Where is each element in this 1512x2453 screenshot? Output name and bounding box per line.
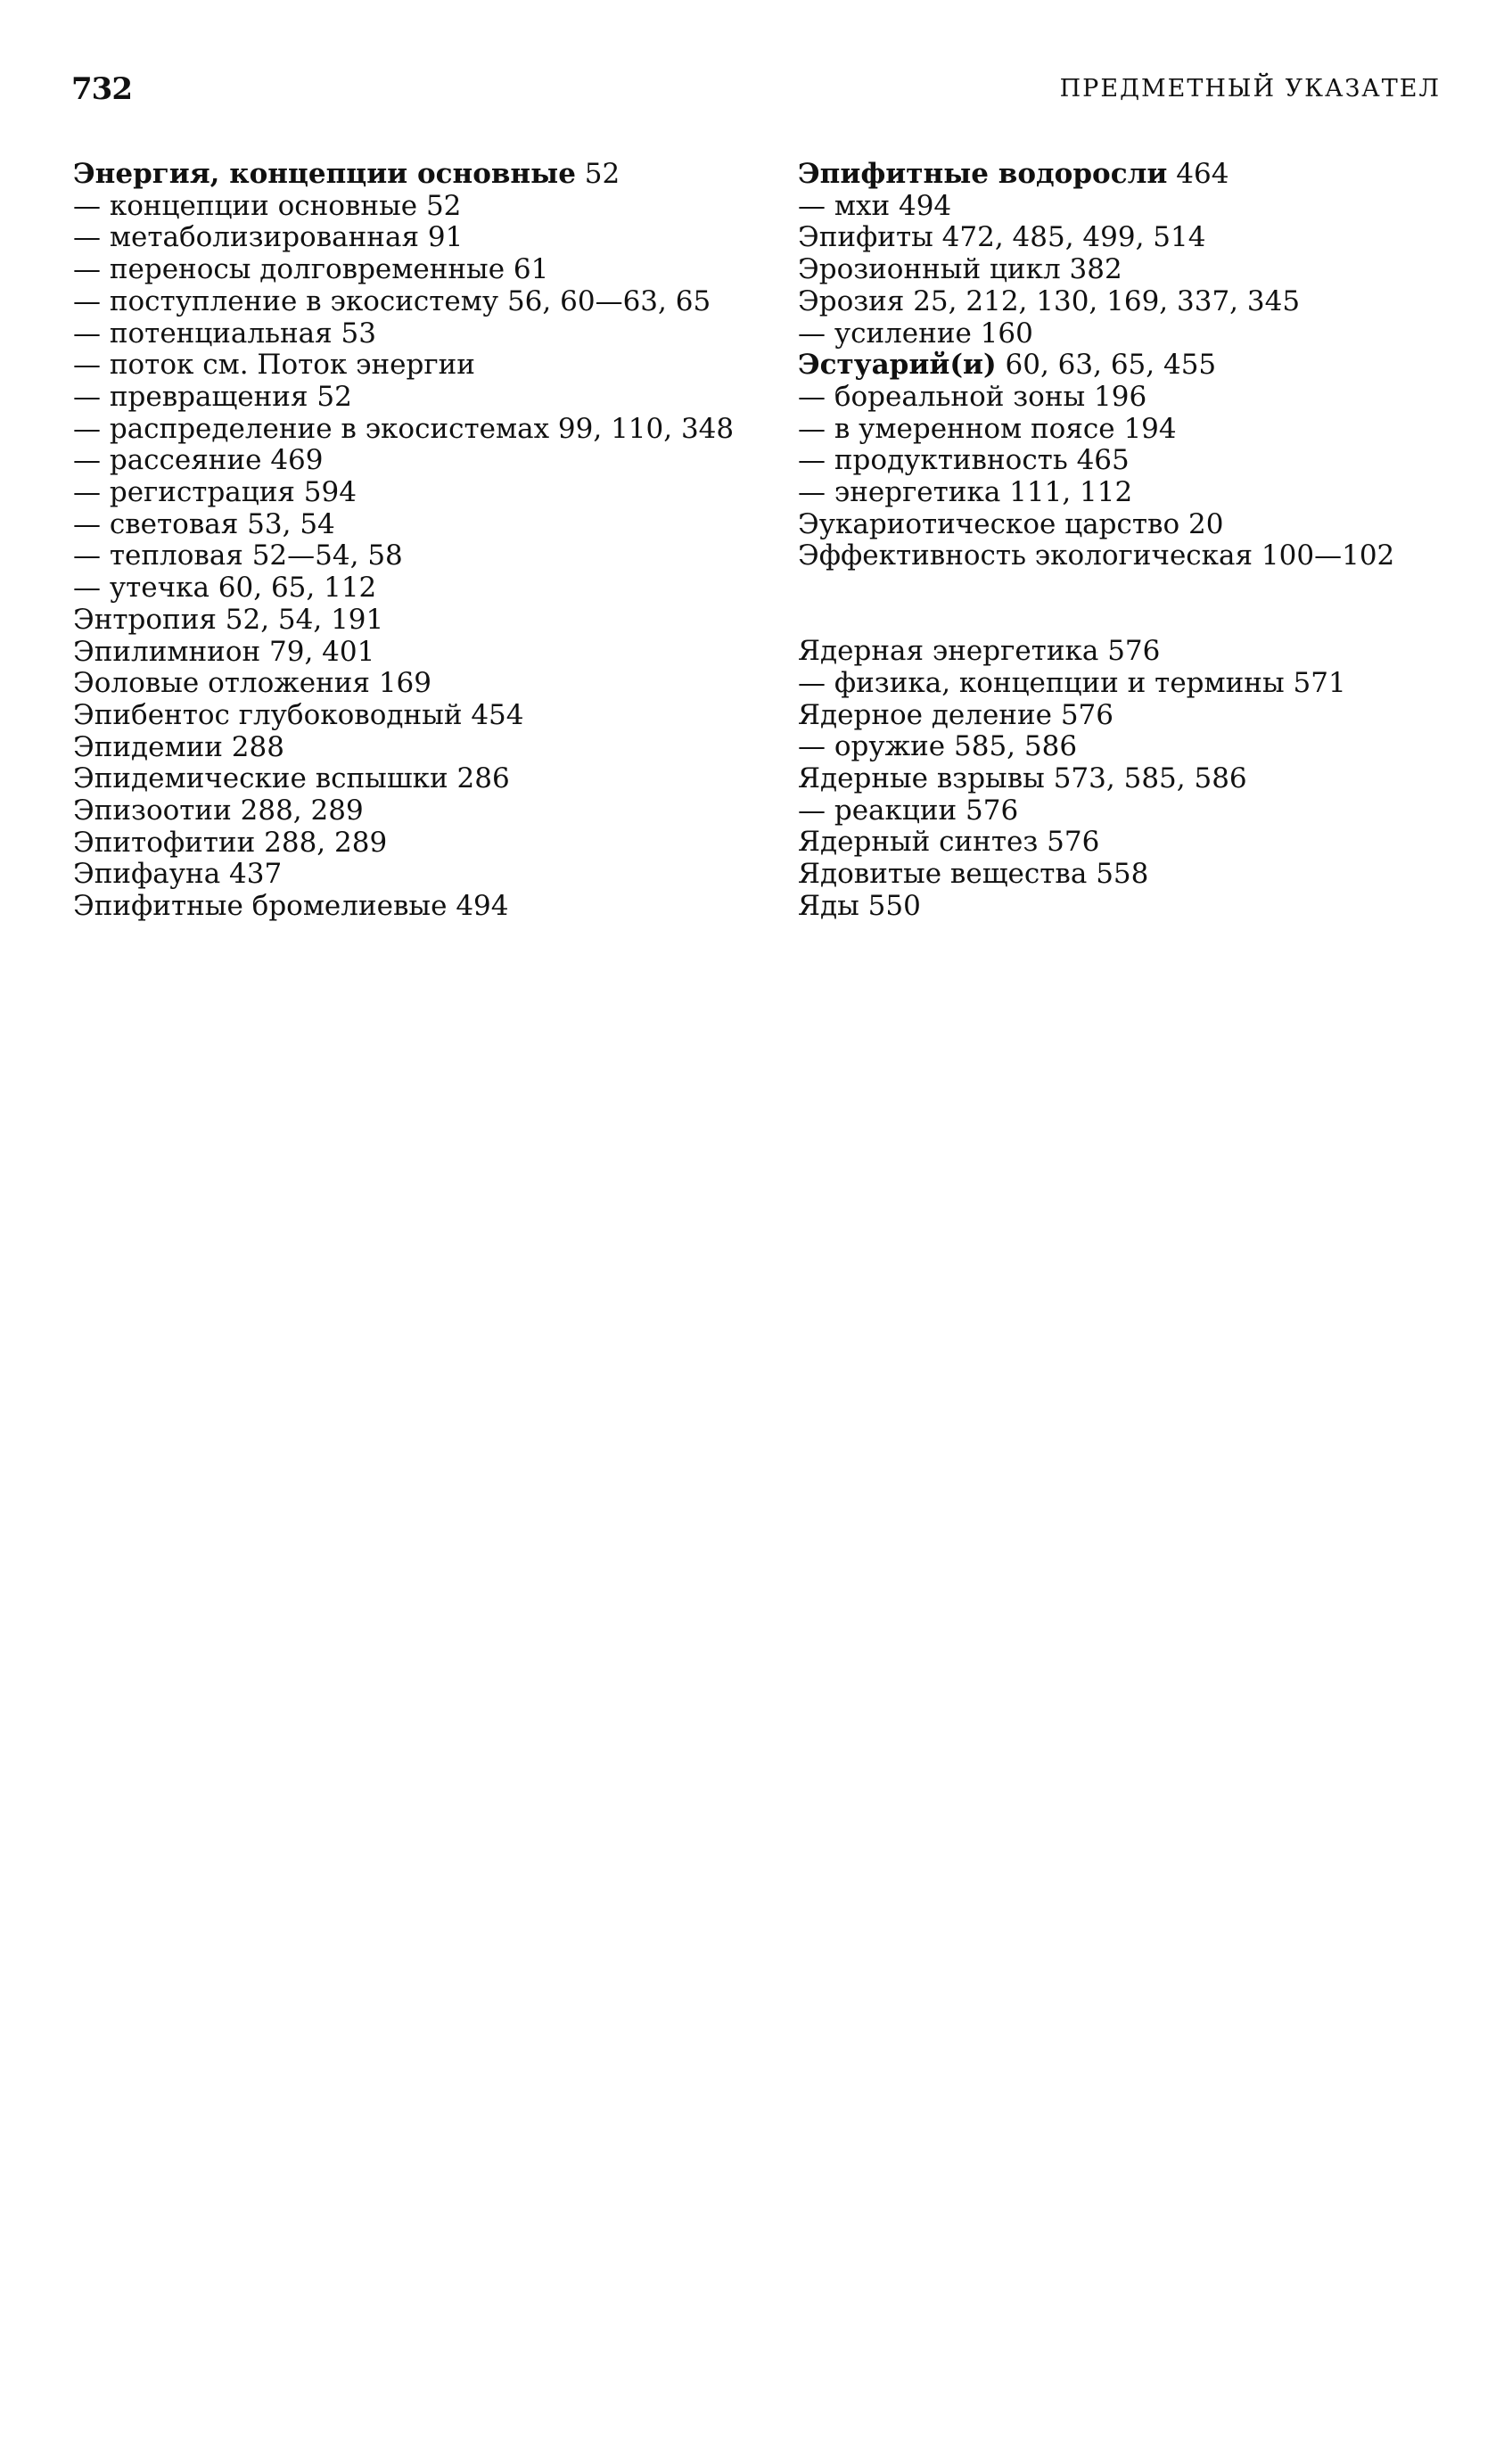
index-entry	[73, 572, 786, 605]
index-term: Эпизоотии	[73, 794, 232, 827]
page-refs: 594	[294, 476, 357, 509]
page-refs: 464	[1167, 158, 1229, 190]
index-term: Эпибентос глубоководный	[73, 698, 463, 731]
index-entry	[73, 191, 786, 223]
page-refs: 576	[1051, 698, 1114, 731]
index-term: — потенциальная	[73, 317, 333, 350]
index-entry	[798, 763, 1511, 795]
index-section-ya	[798, 636, 1511, 922]
index-entry	[798, 891, 1511, 923]
page-refs: 194	[1114, 412, 1177, 445]
index-entry	[798, 445, 1511, 477]
index-entry	[798, 731, 1511, 763]
page-refs: 79, 401	[260, 635, 375, 668]
index-entry	[73, 159, 786, 191]
index-term: — переносы долговременные	[73, 253, 505, 286]
page-refs: 56, 60—63, 65	[498, 284, 711, 317]
index-entry	[73, 286, 786, 318]
index-entry	[798, 700, 1511, 732]
page-refs: 20	[1179, 507, 1224, 540]
index-entry	[798, 318, 1511, 350]
index-term: Эрозионный цикл	[798, 253, 1061, 286]
index-term: Эпидемии	[73, 730, 223, 763]
page-refs: 196	[1085, 380, 1147, 413]
page-refs: 99, 110, 348	[549, 412, 735, 445]
index-term: Эпифитные бромелиевые	[73, 890, 448, 923]
index-term: Ядерный синтез	[798, 826, 1039, 859]
index-term: — усиление	[798, 317, 972, 350]
index-term: — мхи	[798, 189, 891, 222]
index-term: — рассеяние	[73, 444, 262, 477]
index-term: — продуктивность	[798, 444, 1068, 477]
index-entry	[73, 763, 786, 795]
index-entry	[73, 827, 786, 860]
page-refs: 53	[332, 317, 376, 350]
index-term: Ядовитые вещества	[798, 858, 1088, 891]
index-section-e	[798, 159, 1511, 572]
index-term: — распределение в экосистемах	[73, 412, 550, 445]
index-entry	[73, 414, 786, 446]
page-refs: 111, 112	[1000, 476, 1133, 509]
index-column-right	[798, 159, 1511, 922]
page-refs: 52—54, 58	[242, 539, 403, 572]
index-entry	[798, 191, 1511, 223]
index-term: — поступление в экосистему	[73, 284, 499, 317]
index-term: — регистрация	[73, 476, 295, 509]
page-refs: 25, 212, 130, 169, 337, 345	[904, 284, 1301, 317]
index-entry	[73, 732, 786, 764]
page-refs: 61	[505, 253, 549, 286]
running-title: ПРЕДМЕТНЫЙ УКАЗАТЕЛ	[1059, 75, 1441, 103]
index-entry	[798, 286, 1511, 318]
index-entry	[798, 159, 1511, 191]
index-entry	[798, 859, 1511, 891]
page-refs: 437	[220, 858, 283, 891]
page-refs: 288	[222, 730, 284, 763]
index-term: Эпидемические вспышки	[73, 762, 448, 795]
index-entry	[798, 350, 1511, 382]
page-refs: 52	[575, 158, 620, 190]
index-column-left	[73, 159, 786, 923]
index-term: Эстуарий(и)	[798, 349, 997, 382]
page-refs: 558	[1087, 858, 1149, 891]
index-term: — реакции	[798, 794, 957, 827]
index-term: Эоловые отложения	[73, 667, 370, 700]
index-entry	[73, 891, 786, 923]
page-refs: 576	[1038, 826, 1100, 859]
index-entry	[73, 350, 786, 382]
index-term: Энергия, концепции основные	[73, 158, 576, 190]
index-term: Ядерные взрывы	[798, 761, 1045, 794]
index-entry	[73, 222, 786, 254]
page-refs: 60, 65, 112	[209, 572, 377, 605]
page-refs: 550	[859, 889, 921, 922]
index-entry	[798, 636, 1511, 668]
page-refs: 494	[447, 890, 509, 923]
index-entry	[73, 859, 786, 891]
index-entry	[73, 700, 786, 732]
page-refs: 454	[462, 698, 524, 731]
index-entry	[73, 318, 786, 350]
index-entry	[798, 414, 1511, 446]
section-gap	[798, 572, 1511, 636]
index-entry	[798, 254, 1511, 286]
page-number: 732	[71, 71, 132, 107]
index-entry	[798, 477, 1511, 509]
page-refs: 91	[419, 221, 464, 254]
index-term: Ядерная энергетика	[798, 635, 1099, 668]
index-term: Эрозия	[798, 284, 905, 317]
page-refs: 288, 289	[255, 826, 388, 859]
index-term: — в умеренном поясе	[798, 412, 1115, 445]
index-term: — поток см. Поток энергии	[73, 349, 475, 382]
index-entry	[73, 445, 786, 477]
index-term: — энергетика	[798, 476, 1001, 509]
index-entry	[798, 827, 1511, 859]
index-term: — концепции основные	[73, 189, 418, 222]
index-term: Эпифиты	[798, 221, 933, 254]
index-entry	[798, 509, 1511, 541]
index-term: Эпифауна	[73, 858, 221, 891]
page-refs: 571	[1284, 666, 1346, 699]
page-refs: 53, 54	[238, 507, 335, 540]
page-refs: 60, 63, 65, 455	[996, 349, 1217, 382]
page-refs: 52, 54, 191	[216, 603, 384, 636]
page-refs: 52	[308, 380, 352, 413]
index-term: Эпифитные водоросли	[798, 158, 1168, 190]
index-term: — оружие	[798, 730, 946, 763]
index-term: Энтропия	[73, 603, 217, 636]
page-refs: 573, 585, 586	[1044, 761, 1247, 794]
page-refs: 288, 289	[231, 794, 364, 827]
index-entry	[73, 605, 786, 637]
page-refs: 169	[369, 667, 432, 700]
index-entry	[73, 668, 786, 700]
page-refs: 472, 485, 499, 514	[933, 221, 1206, 254]
index-entry	[73, 254, 786, 286]
index-term: Эффективность экологическая	[798, 539, 1253, 572]
page-refs: 52	[417, 189, 462, 222]
index-entry	[798, 668, 1511, 700]
index-entry	[73, 477, 786, 509]
index-entry	[73, 382, 786, 414]
index-entry	[798, 795, 1511, 827]
index-entry	[73, 637, 786, 669]
index-entry	[798, 382, 1511, 414]
page-refs: 100—102	[1253, 539, 1395, 572]
index-term: Эпитофитии	[73, 826, 256, 859]
index-term: — физика, концепции и термины	[798, 666, 1285, 699]
page-refs: 576	[1098, 635, 1161, 668]
index-entry	[73, 509, 786, 541]
page-refs: 382	[1060, 253, 1122, 286]
index-term: Ядерное деление	[798, 698, 1052, 731]
index-term: Эукариотическое царство	[798, 507, 1180, 540]
index-term: — световая	[73, 507, 239, 540]
page-refs: 494	[890, 189, 952, 222]
index-term: — метаболизированная	[73, 221, 419, 254]
index-entry	[798, 540, 1511, 572]
index-term: — превращения	[73, 380, 308, 413]
index-entry	[73, 540, 786, 572]
page-refs: 469	[261, 444, 324, 477]
index-term: Эпилимнион	[73, 635, 261, 668]
page-refs: 160	[971, 317, 1033, 350]
index-term: Яды	[798, 889, 859, 922]
index-term: — бореальной зоны	[798, 380, 1086, 413]
page-refs: 576	[957, 794, 1019, 827]
index-entry	[73, 795, 786, 827]
page-refs: 585, 586	[945, 730, 1078, 763]
page-refs: 286	[448, 762, 510, 795]
index-entry	[798, 222, 1511, 254]
index-term: — утечка	[73, 572, 210, 605]
index-term: — тепловая	[73, 539, 243, 572]
page-refs: 465	[1067, 444, 1130, 477]
